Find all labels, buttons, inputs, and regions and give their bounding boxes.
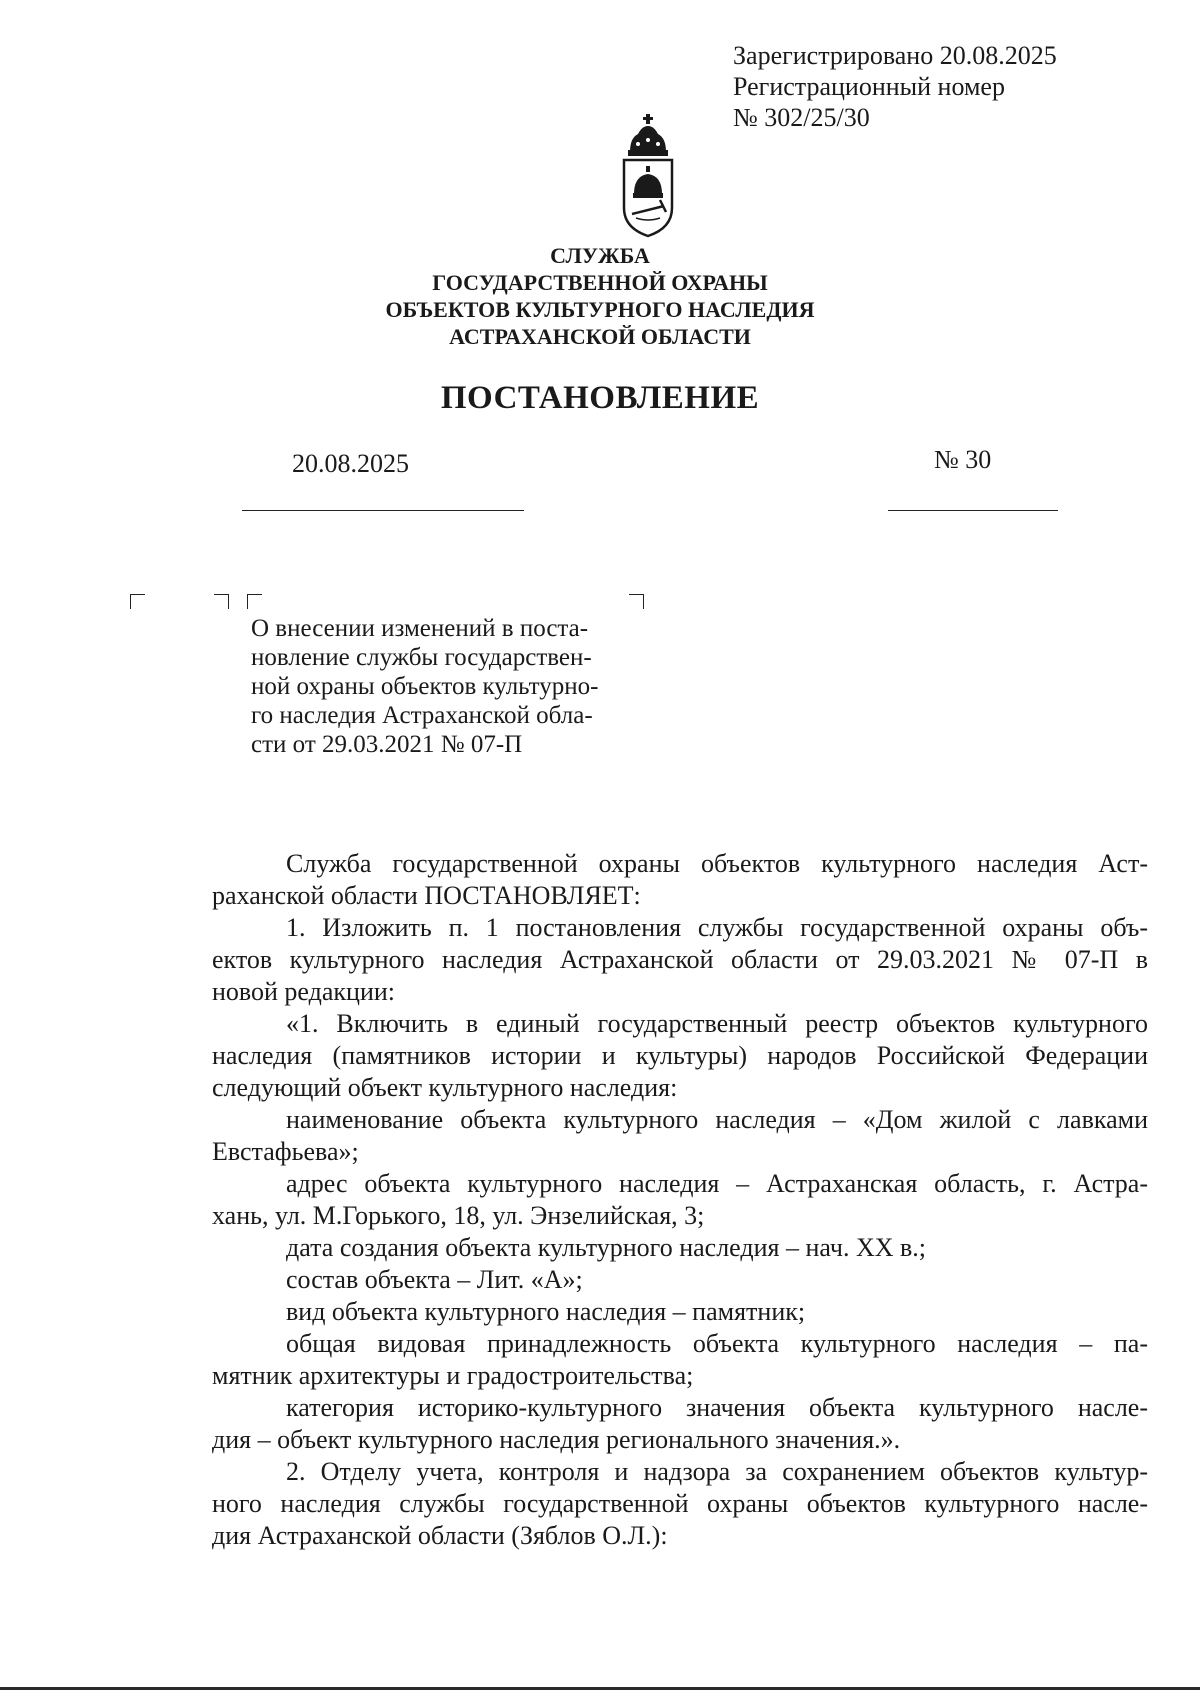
body-line: дия – объект культурного наследия регионального значения.». (212, 1425, 901, 1454)
agency-line-3: ОБЪЕКТОВ КУЛЬТУРНОГО НАСЛЕДИЯ (385, 297, 815, 322)
body-line: вид объекта культурного наследия – памятник; (286, 1297, 806, 1326)
body-line: наследия (памятников истории и культуры) народов Российской Федерации (212, 1041, 1148, 1070)
registration-number: № 302/25/30 (733, 103, 870, 132)
body-line: наименование объекта культурного наследия – «Дом жилой с лавками (286, 1105, 1148, 1134)
agency-line-4: АСТРАХАНСКОЙ ОБЛАСТИ (449, 324, 751, 349)
document-subject (251, 614, 661, 759)
number-underline (888, 510, 1058, 511)
document-date: 20.08.2025 (292, 449, 409, 478)
registration-stamp (733, 40, 1057, 133)
corner-mark-mid-right (214, 594, 229, 609)
body-line: Служба государственной охраны объектов культурного наследия Аст- (286, 849, 1148, 878)
page-bottom-rule (0, 1687, 1200, 1690)
body-line: ектов культурного наследия Астраханской области от 29.03.2021 № 07-П в (212, 945, 1148, 974)
agency-name (300, 242, 900, 350)
body-line: следующий объект культурного наследия: (212, 1073, 678, 1102)
date-underline (242, 510, 524, 511)
body-line: адрес объекта культурного наследия – Астраханская область, г. Астра- (286, 1169, 1148, 1198)
document-type-title: ПОСТАНОВЛЕНИЕ (440, 380, 760, 416)
body-line: хань, ул. М.Горького, 18, ул. Энзелийская, 3; (212, 1201, 705, 1230)
agency-line-1: СЛУЖБА (550, 243, 650, 268)
body-line: общая видовая принадлежность объекта культурного наследия – па- (286, 1329, 1148, 1358)
corner-mark-left (130, 594, 145, 609)
body-line: новой редакции: (212, 977, 395, 1006)
subject-line: ной охраны объектов культурно- (251, 673, 599, 700)
subject-line: О внесении изменений в поста- (251, 615, 589, 642)
body-line: Евстафьева»; (212, 1137, 359, 1166)
body-line: 2. Отделу учета, контроля и надзора за сохранением объектов культур- (286, 1457, 1148, 1486)
body-line: дия Астраханской области (Зяблов О.Л.): (212, 1521, 668, 1550)
corner-mark-mid-left (247, 594, 262, 609)
body-line: «1. Включить в единый государственный реестр объектов культурного (286, 1009, 1148, 1038)
body-line: состав объекта – Лит. «А»; (286, 1265, 583, 1294)
body-line: раханской области ПОСТАНОВЛЯЕТ: (212, 881, 641, 910)
subject-line: го наследия Астраханской обла- (251, 702, 593, 729)
astrakhan-coat-of-arms-icon (616, 112, 680, 240)
body-line: мятник архитектуры и градостроительства; (212, 1361, 694, 1390)
subject-line: новление службы государствен- (251, 644, 592, 671)
body-line: 1. Изложить п. 1 постановления службы государственной охраны объ- (286, 913, 1148, 942)
agency-line-2: ГОСУДАРСТВЕННОЙ ОХРАНЫ (432, 270, 768, 295)
body-line: ного наследия службы государственной охраны объектов культурного насле- (212, 1489, 1148, 1518)
registration-label: Регистрационный номер (733, 72, 1005, 101)
document-body (212, 848, 1148, 1552)
document-number: № 30 (934, 445, 992, 474)
subject-line: сти от 29.03.2021 № 07-П (251, 731, 523, 758)
corner-mark-right (629, 594, 644, 609)
body-line: дата создания объекта культурного наследия – нач. XX в.; (286, 1233, 927, 1262)
registration-date: Зарегистрировано 20.08.2025 (733, 41, 1057, 70)
body-line: категория историко-культурного значения объекта культурного насле- (286, 1393, 1148, 1422)
